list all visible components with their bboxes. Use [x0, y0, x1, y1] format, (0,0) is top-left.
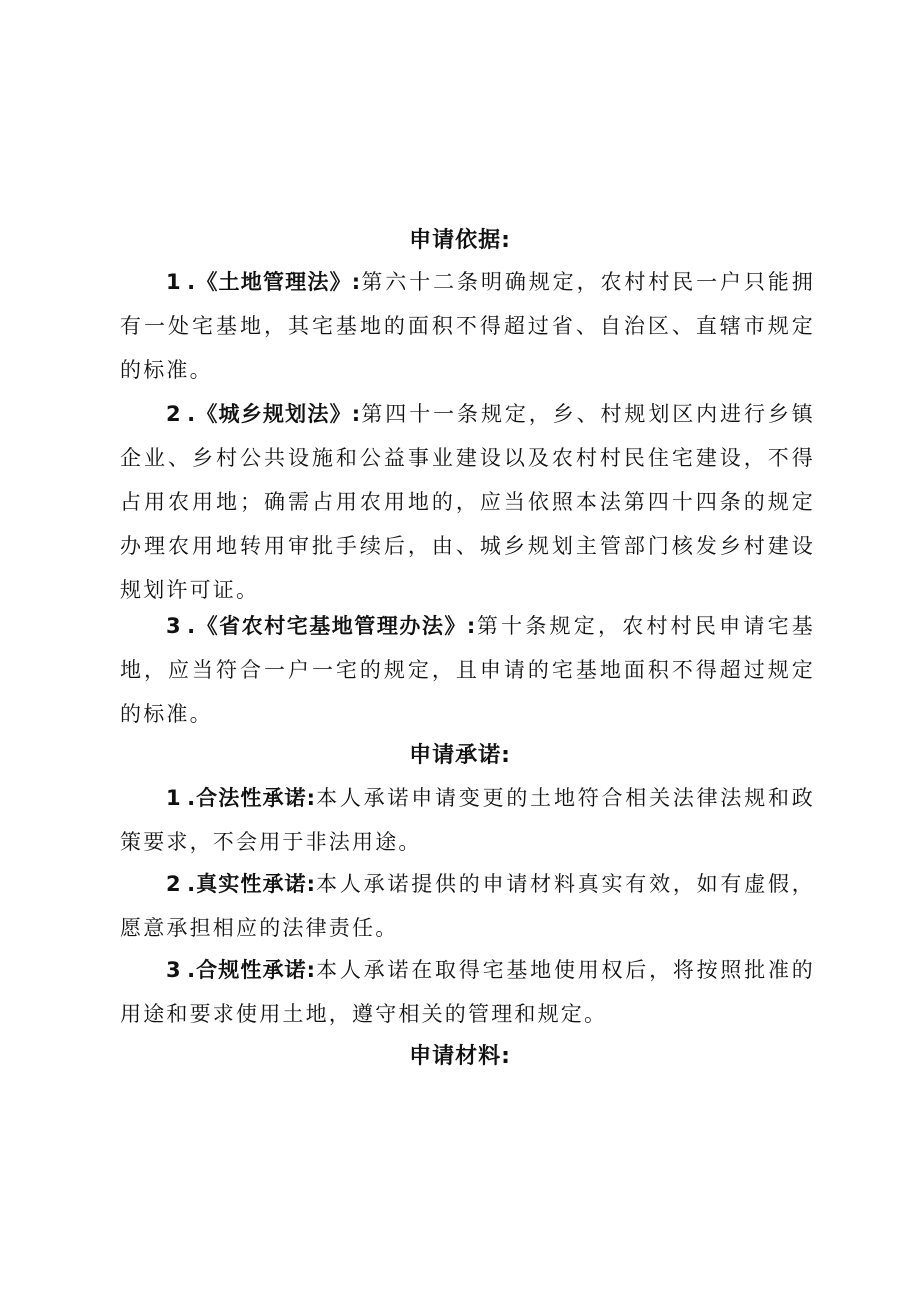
- commitment-item-2: [120, 862, 815, 950]
- item-text: 本人承诺申请变更的土地符合相关法律法规和政策要求，不会用于非法用途。: [120, 786, 815, 854]
- item-title: .合规性承诺:: [187, 958, 316, 982]
- item-title: .真实性承诺:: [187, 872, 316, 896]
- item-title: .《土地管理法》:: [187, 270, 361, 294]
- item-title: .《城乡规划法》:: [187, 402, 361, 426]
- item-title: .合法性承诺:: [187, 786, 316, 810]
- item-text: 第六十二条明确规定，农村村民一户只能拥有一处宅基地，其宅基地的面积不得超过省、自治区、直辖市规定的标准。: [120, 270, 815, 382]
- item-number: 1: [166, 270, 182, 294]
- item-number: 3: [166, 958, 182, 982]
- basis-item-3: [120, 604, 815, 736]
- commitment-item-1: [120, 776, 815, 864]
- item-text: 第四十一条规定，乡、村规划区内进行乡镇企业、乡村公共设施和公益事业建设以及农村村民住宅建设，不得占用农用地；确需占用农用地的，应当依照本法第四十四条的规定办理农用地转用审批手续后，由、城乡规划主管部门核发乡村建设规划许可证。: [120, 402, 815, 602]
- item-text: 第十条规定，农村村民申请宅基地，应当符合一户一宅的规定，且申请的宅基地面积不得超过规定的标准。: [120, 614, 815, 726]
- item-title: .《省农村宅基地管理办法》:: [187, 614, 476, 638]
- basis-item-2: [120, 392, 815, 612]
- item-text: 本人承诺在取得宅基地使用权后，将按照批准的用途和要求使用土地，遵守相关的管理和规定。: [120, 958, 815, 1026]
- commitment-heading: 申请承诺:: [409, 743, 511, 768]
- basis-heading: 申请依据:: [409, 228, 511, 253]
- item-number: 1: [166, 786, 182, 810]
- basis-item-1: [120, 260, 815, 392]
- item-number: 3: [166, 614, 182, 638]
- item-number: 2: [166, 872, 182, 896]
- materials-heading: 申请材料:: [409, 1044, 511, 1069]
- item-number: 2: [166, 402, 182, 426]
- commitment-item-3: [120, 948, 815, 1036]
- item-text: 本人承诺提供的申请材料真实有效，如有虚假，愿意承担相应的法律责任。: [120, 872, 815, 940]
